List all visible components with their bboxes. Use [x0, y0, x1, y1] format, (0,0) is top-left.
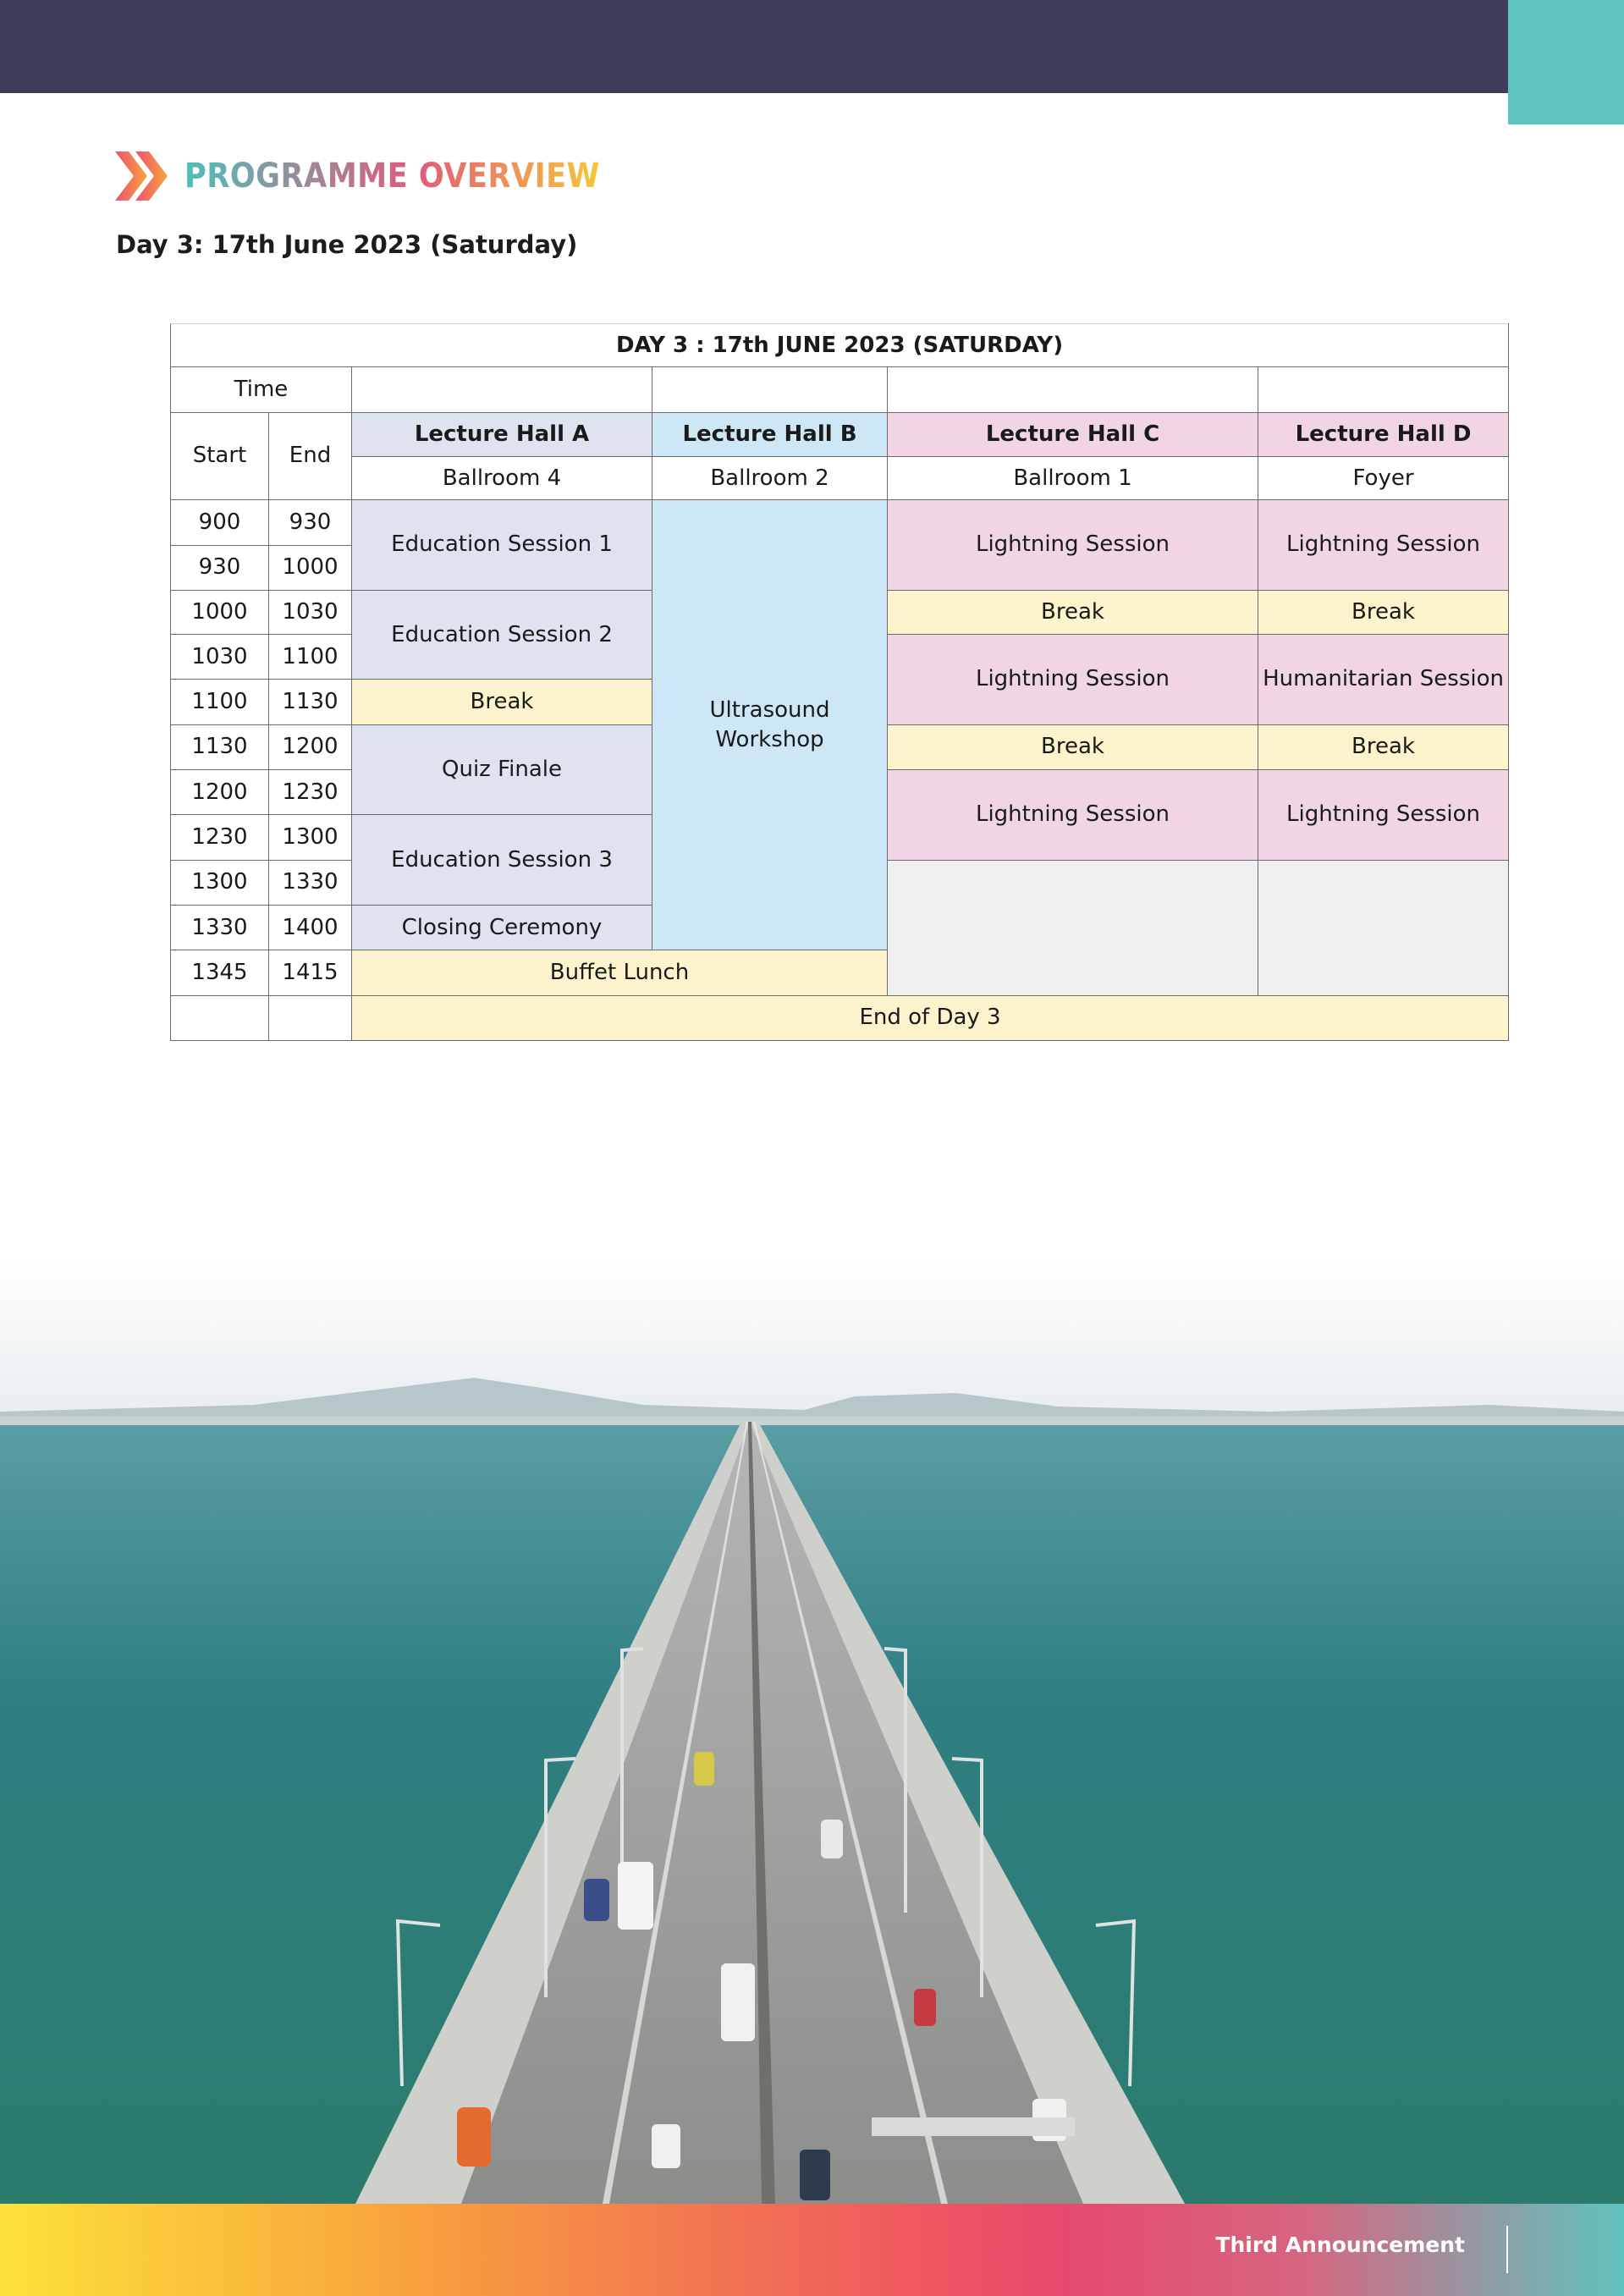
end-time: 1200: [269, 724, 352, 769]
blank-cell: [1258, 367, 1509, 412]
header-accent-tab: [1508, 0, 1624, 124]
start-time: 1300: [171, 860, 269, 905]
break-cell: Break: [1258, 590, 1509, 634]
session-cell: Lightning Session: [888, 635, 1258, 725]
table-caption: DAY 3 : 17th JUNE 2023 (SATURDAY): [171, 324, 1509, 367]
session-cell: Education Session 3: [352, 815, 652, 906]
blank-cell: [269, 995, 352, 1040]
session-cell: Lightning Session: [888, 770, 1258, 861]
hall-b-venue: Ballroom 2: [652, 456, 888, 499]
day-heading: Day 3: 17th June 2023 (Saturday): [116, 230, 578, 259]
start-time: 1030: [171, 635, 269, 680]
hall-a-venue: Ballroom 4: [352, 456, 652, 499]
double-chevron-icon: [115, 151, 169, 201]
start-time: 1100: [171, 680, 269, 724]
buffet-cell: Buffet Lunch: [352, 950, 888, 995]
start-time: 1200: [171, 770, 269, 815]
header-band: [0, 0, 1508, 93]
start-time: 1000: [171, 590, 269, 634]
blank-cell: [652, 367, 888, 412]
session-cell: Closing Ceremony: [352, 906, 652, 950]
session-cell: Education Session 2: [352, 590, 652, 680]
start-time: 900: [171, 500, 269, 545]
hall-d-venue: Foyer: [1258, 456, 1509, 499]
end-time: 1230: [269, 770, 352, 815]
blank-cell: [171, 995, 269, 1040]
session-cell: Education Session 1: [352, 500, 652, 591]
break-cell: Break: [1258, 724, 1509, 769]
footer-band: [0, 2204, 1624, 2296]
hall-b-name: Lecture Hall B: [652, 412, 888, 456]
start-time: 1330: [171, 906, 269, 950]
end-time: 1000: [269, 545, 352, 590]
end-time: 1400: [269, 906, 352, 950]
end-time: 1300: [269, 815, 352, 860]
end-time: 1415: [269, 950, 352, 995]
hall-a-name: Lecture Hall A: [352, 412, 652, 456]
blank-cell: [888, 367, 1258, 412]
footer-divider: [1506, 2226, 1508, 2273]
start-time: 1345: [171, 950, 269, 995]
time-label: Time: [171, 367, 352, 412]
session-cell: Lightning Session: [1258, 500, 1509, 591]
break-cell: Break: [888, 590, 1258, 634]
end-time: 1100: [269, 635, 352, 680]
start-time: 1130: [171, 724, 269, 769]
session-cell: Lightning Session: [1258, 770, 1509, 861]
session-cell: Humanitarian Session: [1258, 635, 1509, 725]
end-label: End: [269, 412, 352, 500]
break-cell: Break: [888, 724, 1258, 769]
break-cell: Break: [352, 680, 652, 724]
session-cell: Quiz Finale: [352, 724, 652, 815]
footer-label: Third Announcement: [1215, 2233, 1465, 2257]
end-time: 1130: [269, 680, 352, 724]
hall-c-venue: Ballroom 1: [888, 456, 1258, 499]
end-time: 930: [269, 500, 352, 545]
start-time: 1230: [171, 815, 269, 860]
blank-cell: [352, 367, 652, 412]
bridge-photo: [0, 1261, 1624, 2204]
empty-cell: [888, 860, 1258, 995]
section-heading: [115, 151, 657, 201]
start-time: 930: [171, 545, 269, 590]
start-label: Start: [171, 412, 269, 500]
hall-d-name: Lecture Hall D: [1258, 412, 1509, 456]
end-of-day-cell: End of Day 3: [352, 995, 1509, 1040]
end-time: 1030: [269, 590, 352, 634]
schedule-table: [170, 323, 1509, 1041]
empty-cell: [1258, 860, 1509, 995]
hall-c-name: Lecture Hall C: [888, 412, 1258, 456]
session-cell: Lightning Session: [888, 500, 1258, 591]
end-time: 1330: [269, 860, 352, 905]
session-cell: Ultrasound Workshop: [652, 500, 888, 950]
section-title: PROGRAMME OVERVIEW: [184, 157, 600, 195]
